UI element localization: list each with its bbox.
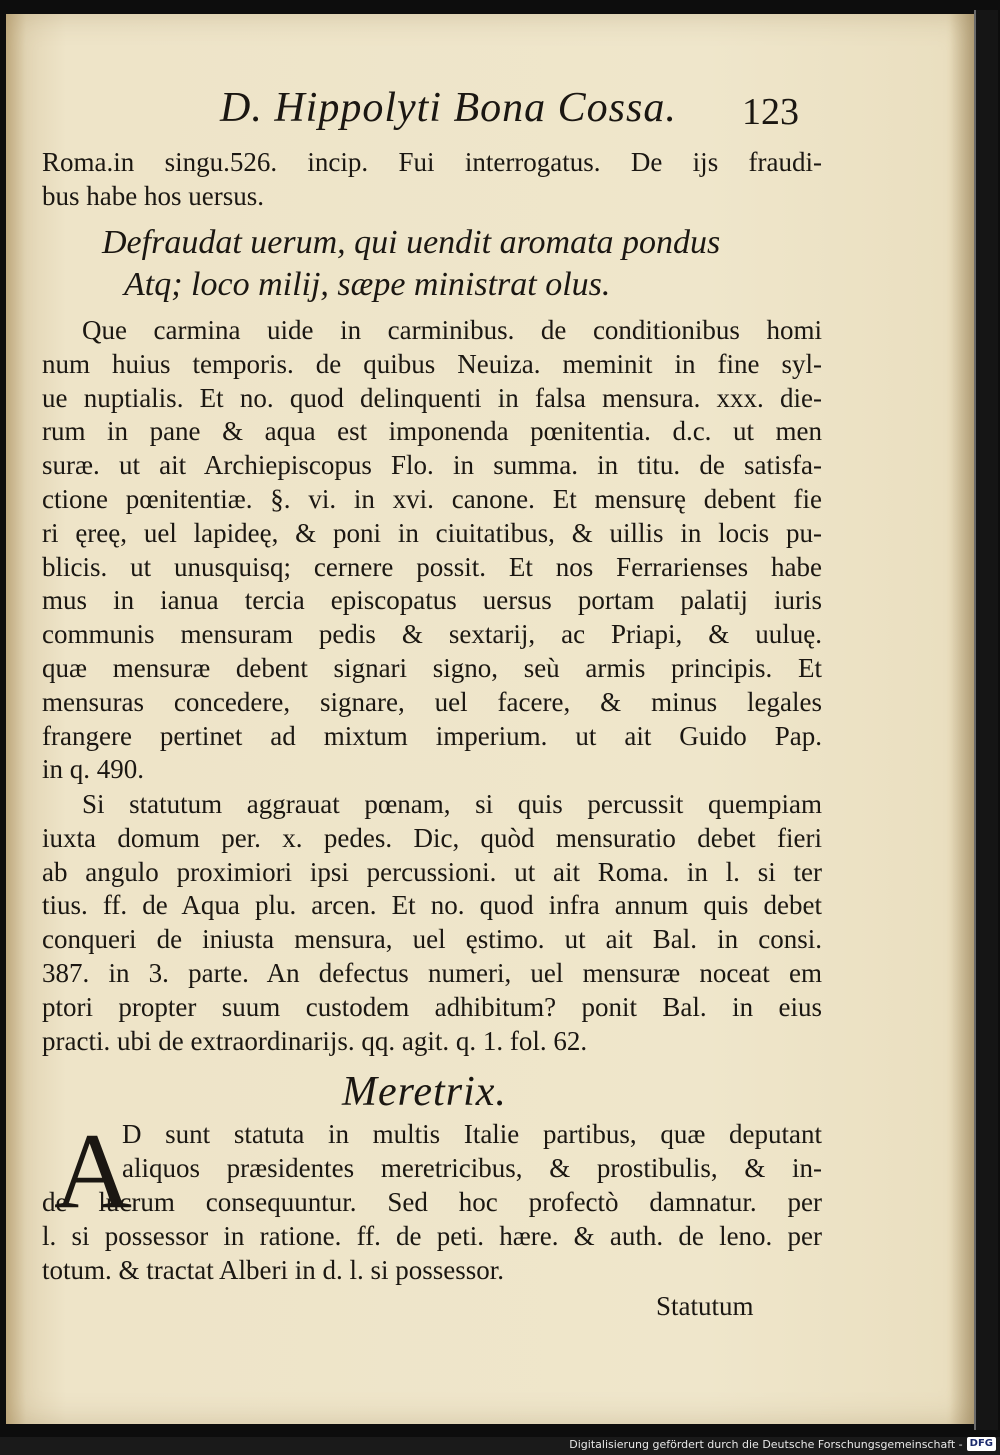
paragraph-4-body (42, 1186, 822, 1287)
paragraph-4-indented (122, 1118, 822, 1186)
text-line: ab angulo proximiori ipsi percussioni. ut ait Roma. in l. si ter (42, 856, 822, 887)
text-line: aliquos præsidentes meretricibus, & prostibulis, & in- (122, 1152, 822, 1183)
digitization-footer (569, 1435, 996, 1453)
text-line: D sunt statuta in multis Italie partibus, quæ deputant (122, 1119, 822, 1149)
paragraph-2 (42, 314, 822, 787)
verse-line: Atq; loco milij, sæpe ministrat olus. (124, 266, 611, 303)
text-line: l. si possessor in ratione. ff. de peti. hære. & auth. de leno. per (42, 1220, 822, 1251)
text-line: ptori propter suum custodem adhibitum? ponit Bal. in eius (42, 991, 822, 1022)
text-line: ri ęreę, uel lapideę, & poni in ciuitatibus, & uillis in locis pu- (42, 517, 822, 548)
section-heading: Meretrix. (342, 1069, 507, 1115)
footer-credit-text: Digitalisierung gefördert durch die Deutsche Forschungsgemeinschaft - (569, 1437, 963, 1451)
scanner-edge-strip (974, 10, 998, 1430)
text-line: Que carmina uide in carminibus. de conditionibus homi (82, 315, 822, 345)
book-page (6, 14, 974, 1424)
text-line: frangere pertinet ad mixtum imperium. ut ait Guido Pap. (42, 720, 822, 751)
running-head (42, 85, 822, 142)
catchword: Statutum (656, 1291, 754, 1321)
text-line: Si statutum aggrauat pœnam, si quis percussit quempiam (82, 789, 822, 819)
text-line: mus in ianua tercia episcopatus uersus portam palatij iuris (42, 585, 822, 616)
text-line: ctione pœnitentiæ. §. vi. in xvi. canone. Et mensurę debent fie (42, 483, 822, 514)
verse-line: Defraudat uerum, qui uendit aromata pondus (102, 224, 721, 261)
text-line: 387. in 3. parte. An defectus numeri, uel mensuræ noceat em (42, 957, 822, 988)
text-line: iuxta domum per. x. pedes. Dic, quòd mensuratio debet fieri (42, 822, 822, 853)
text-line: blicis. ut unusquisq; cernere possit. Et nos Ferrarienses habe (42, 551, 822, 582)
text-line: Roma.in singu.526. incip. Fui interrogatus. De ijs fraudi- (42, 147, 822, 177)
text-line: communis mensuram pedis & sextarij, ac Priapi, & uuluę. (42, 619, 822, 650)
text-line: tius. ff. de Aqua plu. arcen. Et no. quod infra annum quis debet (42, 890, 822, 921)
paragraph-3 (42, 788, 822, 1058)
running-head-title: D. Hippolyti Bona Cossa. (220, 85, 677, 131)
verse-block (102, 222, 822, 306)
text-line: mensuras concedere, signare, uel facere, & minus legales (42, 686, 822, 717)
page-number: 123 (742, 91, 799, 133)
text-line: num huius temporis. de quibus Neuiza. meminit in fine syl- (42, 348, 822, 379)
text-line: bus habe hos uersus. (42, 180, 264, 211)
dfg-logo-icon: DFG (967, 1437, 996, 1451)
text-line: totum. & tractat Alberi in d. l. si possessor. (42, 1254, 504, 1285)
paragraph-1 (42, 146, 822, 214)
text-line: rum in pane & aqua est imponenda pœnitentia. d.c. ut men (42, 416, 822, 447)
text-line: in q. 490. (42, 754, 145, 785)
text-line: practi. ubi de extraordinarijs. qq. agit. q. 1. fol. 62. (42, 1025, 588, 1056)
text-line: suræ. ut ait Archiepiscopus Flo. in summa. in titu. de satisfa- (42, 450, 822, 481)
text-line: conqueri de iniusta mensura, uel ęstimo. ut ait Bal. in consi. (42, 924, 822, 955)
text-line: ue nuptialis. Et no. quod delinquenti in falsa mensura. xxx. die- (42, 382, 822, 413)
drop-cap: A (54, 1112, 132, 1231)
page-edge-shadow (950, 14, 974, 1424)
text-line: de lucrum consequuntur. Sed hoc profectò damnatur. per (42, 1187, 822, 1217)
text-line: quæ mensuræ debent signari signo, seù armis principis. Et (42, 652, 822, 683)
